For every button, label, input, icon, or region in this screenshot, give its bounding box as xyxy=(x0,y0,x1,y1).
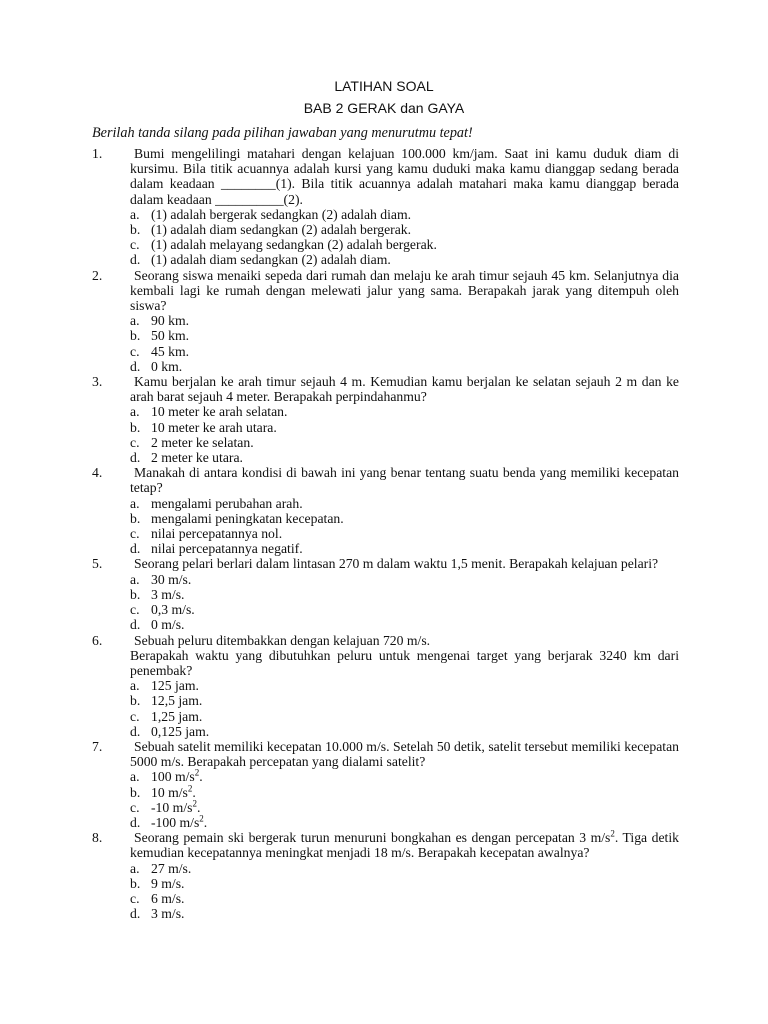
answer-option[interactable] xyxy=(130,876,679,891)
question-number: 2. xyxy=(92,267,103,283)
question-item xyxy=(92,830,679,921)
question-number: 6. xyxy=(92,632,103,648)
answer-option[interactable] xyxy=(130,617,679,632)
option-text: mengalami perubahan arah. xyxy=(151,495,303,511)
option-text: 2 meter ke utara. xyxy=(151,450,243,466)
question-item xyxy=(92,374,679,465)
answer-option[interactable] xyxy=(130,313,679,328)
option-text-after: . xyxy=(203,814,208,830)
option-letter: c. xyxy=(130,890,140,906)
question-text-continued: Berapakah waktu yang dibutuhkan peluru untuk mengenai target yang berjarak 3240 km dari penembak? xyxy=(130,647,679,678)
option-letter: d. xyxy=(130,541,141,557)
option-text: 3 m/s. xyxy=(151,906,185,922)
question-list xyxy=(92,146,679,921)
option-text-after: . xyxy=(196,799,201,815)
option-letter: c. xyxy=(130,708,140,724)
question-text: Sebuah satelit memiliki kecepatan 10.000 m/s. Setelah 50 detik, satelit tersebut memiliki kecepatan 5000 m/s. Berapakah percepatan yang dialami satelit? xyxy=(130,738,679,770)
question-item xyxy=(92,465,679,556)
option-letter: a. xyxy=(130,313,140,329)
question-item xyxy=(92,556,679,632)
answer-option[interactable] xyxy=(130,693,679,708)
option-letter: a. xyxy=(130,678,140,694)
option-text: (1) adalah diam sedangkan (2) adalah diam. xyxy=(151,252,391,268)
superscript: 2 xyxy=(199,813,204,824)
option-text: 0,125 jam. xyxy=(151,723,210,739)
question-text: Seorang pelari berlari dalam lintasan 270 m dalam waktu 1,5 menit. Berapakah kelajuan pelari? xyxy=(134,556,659,572)
answer-option[interactable] xyxy=(130,572,679,587)
option-text: 50 km. xyxy=(151,328,190,344)
answer-option[interactable] xyxy=(130,435,679,450)
answer-option[interactable] xyxy=(130,526,679,541)
question-number: 8. xyxy=(92,830,103,846)
option-text: 90 km. xyxy=(151,313,190,329)
option-text: 6 m/s. xyxy=(151,890,185,906)
answer-option[interactable] xyxy=(130,450,679,465)
option-text: 10 meter ke arah utara. xyxy=(151,419,277,435)
question-item xyxy=(92,633,679,739)
question-item xyxy=(92,146,679,268)
answer-option[interactable] xyxy=(130,800,679,815)
answer-option[interactable] xyxy=(130,420,679,435)
option-letter: b. xyxy=(130,328,141,344)
option-letter: b. xyxy=(130,693,141,709)
option-text: nilai percepatannya negatif. xyxy=(151,541,303,557)
option-letter: d. xyxy=(130,450,141,466)
page-subtitle: BAB 2 GERAK dan GAYA xyxy=(303,100,465,116)
option-text: 9 m/s. xyxy=(151,875,185,891)
option-text: 2 meter ke selatan. xyxy=(151,434,254,450)
superscript: 2 xyxy=(192,798,197,809)
answer-option[interactable] xyxy=(130,252,679,267)
answer-option[interactable] xyxy=(130,587,679,602)
option-text-after: . xyxy=(199,769,203,785)
option-letter: c. xyxy=(130,343,140,359)
option-text: 3 m/s. xyxy=(151,586,185,602)
answer-option[interactable] xyxy=(130,724,679,739)
answer-option[interactable] xyxy=(130,344,679,359)
option-letter: d. xyxy=(130,814,141,830)
option-letter: d. xyxy=(130,723,141,739)
page-title: LATIHAN SOAL xyxy=(334,78,434,94)
answer-option[interactable] xyxy=(130,222,679,237)
question-text: Seorang pemain ski bergerak turun menuruni bongkahan es dengan percepatan 3 $m/s^2$. Tiga detik kemudian kecepatannya meningkat menjadi 18 m/s. Berapakah kecepatan awalnya? xyxy=(130,828,679,861)
answer-option[interactable] xyxy=(130,678,679,693)
option-text: (1) adalah melayang sedangkan (2) adalah bergerak. xyxy=(151,237,437,253)
superscript: 2 xyxy=(194,767,200,778)
option-text: -100 m/s xyxy=(151,814,200,830)
question-text: Manakah di antara kondisi di bawah ini yang benar tentang suatu benda yang memiliki kecepatan tetap? xyxy=(130,465,679,496)
option-text: 45 km. xyxy=(151,343,190,359)
option-letter: d. xyxy=(130,617,141,633)
option-letter: a. xyxy=(130,860,140,876)
question-number: 4. xyxy=(92,465,103,481)
option-letter: b. xyxy=(130,875,141,891)
option-letter: a. xyxy=(130,495,140,511)
option-text: nilai percepatannya nol. xyxy=(151,526,283,542)
option-text: 0,3 m/s. xyxy=(151,602,195,618)
answer-option[interactable] xyxy=(130,782,679,800)
option-letter: c. xyxy=(130,237,140,253)
answer-option[interactable] xyxy=(130,891,679,906)
option-letter: c. xyxy=(130,799,140,815)
option-text: 1,25 jam. xyxy=(151,708,203,724)
answer-option[interactable] xyxy=(130,815,679,830)
option-letter: d. xyxy=(130,906,141,922)
question-number: 5. xyxy=(92,556,103,572)
question-text: Kamu berjalan ke arah timur sejauh 4 m. Kemudian kamu berjalan ke selatan sejauh 2 m dan ke arah barat sejauh 4 meter. Berapakah perpindahanmu? xyxy=(130,374,679,405)
option-letter: b. xyxy=(130,784,141,800)
option-letter: a. xyxy=(130,404,140,420)
option-text: 10 m/s xyxy=(151,784,188,800)
option-text: 10 meter ke arah selatan. xyxy=(151,404,288,420)
option-letter: b. xyxy=(130,586,141,602)
question-number: 3. xyxy=(92,374,103,390)
answer-option[interactable] xyxy=(130,359,679,374)
answer-option[interactable] xyxy=(130,404,679,419)
option-text: -10 m/s xyxy=(151,799,193,815)
question-text: Bumi mengelilingi matahari dengan kelajuan 100.000 km/jam. Saat ini kamu duduk diam di kursimu. Bila titik acuannya adalah kursi yang kamu duduki maka kamu dianggap sedang berada dalam keadaan ________(1). Bila titik acuannya adalah matahari maka kamu dianggap berada dalam keadaan __________(2). xyxy=(130,146,679,207)
answer-option[interactable] xyxy=(130,207,679,222)
question-item xyxy=(92,739,679,830)
option-text: (1) adalah diam sedangkan (2) adalah bergerak. xyxy=(151,222,412,238)
answer-option[interactable] xyxy=(130,541,679,556)
option-letter: a. xyxy=(130,769,140,785)
answer-option[interactable] xyxy=(130,602,679,617)
question-number: 7. xyxy=(92,738,103,754)
option-letter: b. xyxy=(130,222,141,238)
option-text: 30 m/s. xyxy=(151,571,192,587)
option-text: 0 km. xyxy=(151,358,183,374)
answer-option[interactable] xyxy=(130,709,679,724)
option-letter: c. xyxy=(130,434,140,450)
option-text: 0 m/s. xyxy=(151,617,185,633)
option-letter: b. xyxy=(130,419,141,435)
question-item xyxy=(92,268,679,374)
superscript: 2 xyxy=(187,782,193,793)
answer-option[interactable] xyxy=(130,906,679,921)
option-text: 12,5 jam. xyxy=(151,693,203,709)
option-text: 27 m/s. xyxy=(151,860,192,876)
option-letter: d. xyxy=(130,252,141,268)
option-letter: c. xyxy=(130,526,140,542)
option-text-after: . xyxy=(192,784,196,800)
option-letter: a. xyxy=(130,571,140,587)
option-letter: a. xyxy=(130,206,140,222)
question-number: 1. xyxy=(92,146,103,161)
option-text: 100 m/s xyxy=(151,769,195,785)
answer-option[interactable] xyxy=(130,511,679,526)
question-text: Sebuah peluru ditembakkan dengan kelajuan 720 m/s. xyxy=(134,632,431,648)
option-letter: b. xyxy=(130,510,141,526)
question-text: Seorang siswa menaiki sepeda dari rumah dan melaju ke arah timur sejauh 45 km. Selanjutnya dia kembali lagi ke rumah dengan melewati jalur yang sama. Berapakah jarak yang ditempuh oleh siswa? xyxy=(130,267,679,314)
answer-option[interactable] xyxy=(130,328,679,343)
option-text: 125 jam. xyxy=(151,678,199,694)
option-text: mengalami peningkatan kecepatan. xyxy=(151,510,344,526)
option-letter: d. xyxy=(130,358,141,374)
answer-option[interactable] xyxy=(130,237,679,252)
answer-option[interactable] xyxy=(130,496,679,511)
instruction-text: Berilah tanda silang pada pilihan jawaban yang menurutmu tepat! xyxy=(92,125,473,141)
superscript: 2 xyxy=(610,828,615,839)
answer-option[interactable] xyxy=(130,861,679,876)
option-text: (1) adalah bergerak sedangkan (2) adalah diam. xyxy=(151,206,412,222)
answer-option[interactable] xyxy=(130,769,679,784)
option-letter: c. xyxy=(130,602,140,618)
